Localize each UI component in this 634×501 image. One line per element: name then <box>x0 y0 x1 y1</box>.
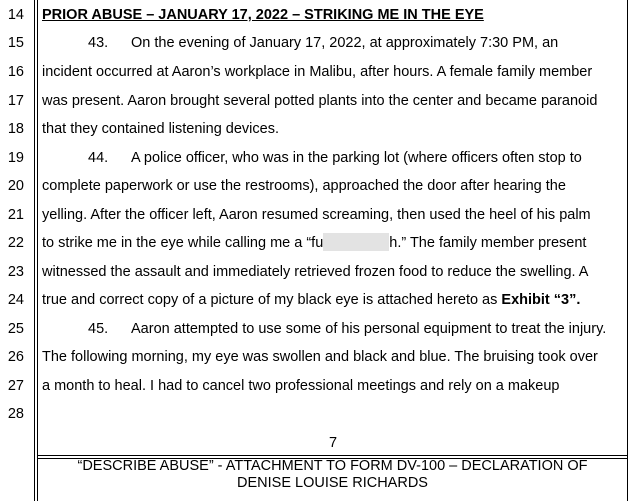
section-heading-row <box>42 5 626 25</box>
paragraph-44-line-2: complete paperwork or use the restrooms), approached the door after hearing the <box>42 178 566 194</box>
line-number: 23 <box>7 264 24 280</box>
text-segment: to strike me in the eye while calling me a “fu <box>42 235 324 251</box>
paragraph-44-line-4 <box>42 233 626 253</box>
paragraph-number: 44. <box>88 150 109 166</box>
paragraph-45-line-2: The following morning, my eye was swollen and black and blue. The bruising took over <box>42 349 598 365</box>
paragraph-number: 43. <box>88 35 109 51</box>
paragraph-45-line-1 <box>42 319 634 339</box>
line-number: 26 <box>7 349 24 365</box>
line-number: 20 <box>7 178 24 194</box>
footer-rule-top <box>38 455 627 456</box>
paragraph-45-line-3: a month to heal. I had to cancel two professional meetings and rely on a makeup <box>42 378 560 394</box>
margin-rule-left-outer <box>34 0 35 501</box>
footer-line-2: DENISE LOUISE RICHARDS <box>237 475 428 491</box>
paragraph-44-line-6 <box>42 290 626 310</box>
footer-caption <box>38 458 627 492</box>
line-number: 24 <box>7 292 24 308</box>
paragraph-number: 45. <box>88 321 109 337</box>
line-number: 14 <box>7 7 24 23</box>
paragraph-43-line-2: incident occurred at Aaron’s workplace in Malibu, after hours. A female family member <box>42 64 593 80</box>
line-number: 22 <box>7 235 24 251</box>
paragraph-43-line-4: that they contained listening devices. <box>42 121 279 137</box>
line-number: 19 <box>7 150 24 166</box>
text-segment: h.” The family member present <box>389 235 587 251</box>
paragraph-43-line-3: was present. Aaron brought several potted plants into the center and became paranoid <box>42 93 598 109</box>
paragraph-44-line-5: witnessed the assault and immediately retrieved frozen food to reduce the swelling. A <box>42 264 589 280</box>
line-number: 18 <box>7 121 24 137</box>
line-number: 16 <box>7 64 24 80</box>
line-number: 15 <box>7 35 24 51</box>
paragraph-43-line-1 <box>42 33 634 53</box>
line-number: 17 <box>7 93 24 109</box>
section-heading: PRIOR ABUSE – JANUARY 17, 2022 – STRIKING ME IN THE EYE <box>42 7 484 23</box>
line-number: 25 <box>7 321 24 337</box>
paragraph-44-line-3: yelling. After the officer left, Aaron resumed screaming, then used the heel of his palm <box>42 207 591 223</box>
margin-rule-left-inner <box>37 0 38 501</box>
paragraph-44-line-1 <box>42 148 634 168</box>
exhibit-reference: Exhibit “3”. <box>501 292 581 308</box>
page-number: 7 <box>328 435 338 451</box>
redaction-box <box>323 233 389 251</box>
text-line: On the evening of January 17, 2022, at approximately 7:30 PM, an <box>131 35 559 51</box>
line-number: 27 <box>7 378 24 394</box>
margin-rule-right <box>627 0 628 501</box>
line-number: 28 <box>7 406 24 422</box>
text-segment: true and correct copy of a picture of my black eye is attached hereto as <box>42 292 502 308</box>
footer-line-1: “DESCRIBE ABUSE” - ATTACHMENT TO FORM DV-100 – DECLARATION OF <box>77 458 588 474</box>
text-line: A police officer, who was in the parking lot (where officers often stop to <box>131 150 582 166</box>
line-number: 21 <box>7 207 24 223</box>
text-line: Aaron attempted to use some of his personal equipment to treat the injury. <box>131 321 607 337</box>
